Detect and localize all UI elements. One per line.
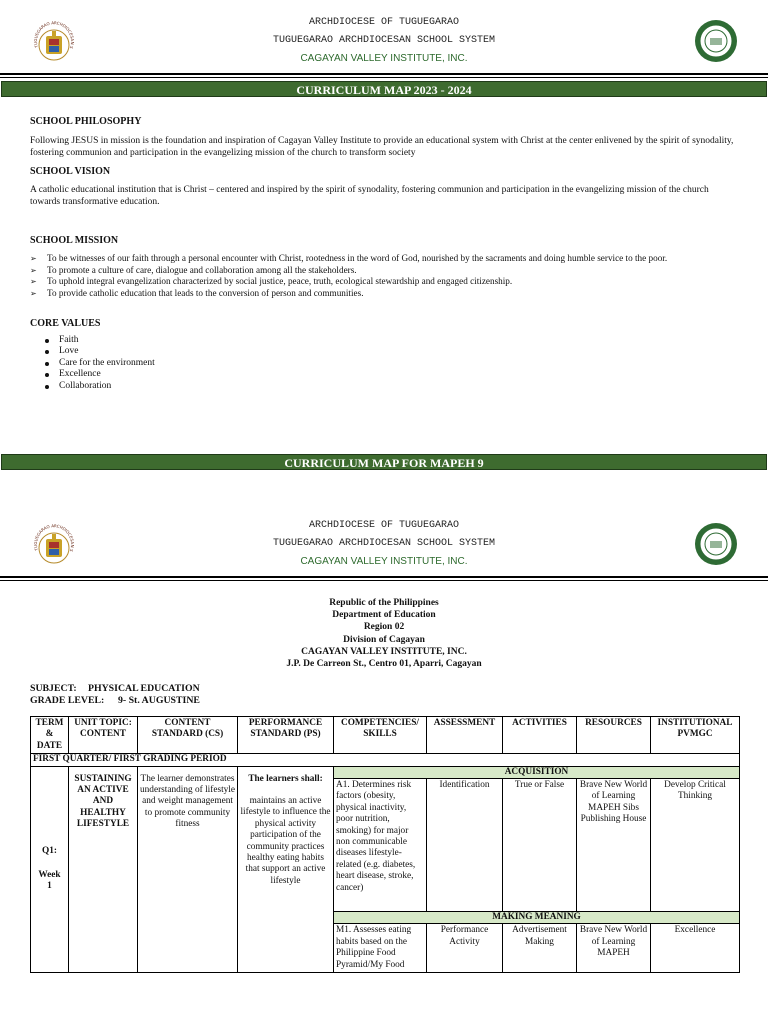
deped-line: Republic of the Philippines: [329, 598, 439, 608]
content-standard: The learner demonstrates understanding of lifestyle and weight management to promote community fitness: [140, 773, 236, 830]
svg-text:TUGUEGARAO ARCHDIOCESAN SCHOOL: TUGUEGARAO ARCHDIOCESAN S: [32, 21, 76, 50]
deped-line: J.P. De Carreon St., Centro 01, Aparri, Cagayan: [286, 659, 482, 670]
col-unit: UNIT TOPIC: CONTENT: [69, 717, 138, 754]
col-term: TERM & DATE: [31, 717, 69, 754]
col-content-standard: CONTENT STANDARD (CS): [138, 717, 238, 754]
philosophy-text: Following JESUS in mission is the foundation and inspiration of Cagayan Valley Institute to provide an educational system with Christ at the center enlivened by the spirit of synodality, fostering communion and participation in the evangelizing mission of the church to transform society: [30, 136, 734, 158]
svg-text:TUGUEGARAO ARCHDIOCESAN SCHOOL: TUGUEGARAO ARCHDIOCESAN S: [32, 524, 76, 553]
vision-heading: SCHOOL VISION: [30, 166, 111, 177]
mission-heading: SCHOOL MISSION: [30, 235, 119, 246]
acquisition-label: ACQUISITION: [334, 766, 740, 778]
performance-standard-cell: [238, 766, 334, 972]
col-resources: RESOURCES: [577, 717, 651, 754]
table-header-row: [31, 717, 740, 754]
term-cell: [31, 766, 69, 972]
subject-label: SUBJECT:: [30, 683, 77, 694]
cvi-seal-icon: [693, 522, 739, 566]
col-performance-standard: PERFORMANCE STANDARD (PS): [238, 717, 334, 754]
acquisition-phase-row: [31, 766, 740, 778]
mission-item: ➢ To uphold integral evangelization characterized by social justice, peace, truth, ecological stewardship and engaged citizenship.: [30, 276, 750, 288]
acquisition-competency: A1. Determines risk factors (obesity, physical inactivity, poor nutrition, smoking) for major non communicable diseases lifestyle-related (e.g. diabetes, heart disease, stroke, cancer): [334, 779, 427, 912]
acquisition-activity: True or False: [503, 779, 577, 912]
curriculum-table: [30, 716, 740, 973]
letterhead-institute: CAGAYAN VALLEY INSTITUTE, INC.: [300, 53, 468, 64]
header-rule: [0, 576, 768, 578]
core-value-item: Excellence: [44, 369, 155, 380]
letterhead-2: [0, 520, 768, 580]
deped-line: CAGAYAN VALLEY INSTITUTE, INC.: [301, 646, 467, 657]
grade-value: 9- St. AUGUSTINE: [118, 695, 200, 706]
philosophy-heading: SCHOOL PHILOSOPHY: [30, 116, 142, 127]
core-values-heading: CORE VALUES: [30, 318, 101, 329]
core-values-list: [44, 335, 155, 392]
col-competencies: COMPETENCIES/ SKILLS: [334, 717, 427, 754]
mission-item: ➢ To provide catholic education that leads to the conversion of person and communities.: [30, 288, 750, 300]
acquisition-pvmgc: Develop Critical Thinking: [651, 779, 740, 912]
term-week-label: Week: [38, 869, 61, 880]
making-meaning-assessment: Performance Activity: [427, 924, 503, 973]
header-rule: [0, 73, 768, 75]
letterhead: [0, 17, 768, 77]
acquisition-assessment: Identification: [427, 779, 503, 912]
letterhead-school-system: TUGUEGARAO ARCHDIOCESAN SCHOOL SYSTEM: [272, 538, 496, 549]
making-meaning-resources: Brave New World of Learning MAPEH: [577, 924, 651, 973]
deped-line: Department of Education: [332, 610, 436, 621]
col-activities: ACTIVITIES: [503, 717, 577, 754]
content-standard-cell: [138, 766, 238, 972]
cvi-seal-icon: [693, 19, 739, 63]
letterhead-school-system: TUGUEGARAO ARCHDIOCESAN SCHOOL SYSTEM: [272, 35, 496, 46]
making-meaning-label: MAKING MEANING: [334, 912, 740, 924]
letterhead-archdiocese: ARCHDIOCESE OF TUGUEGARAO: [308, 17, 460, 28]
deped-line: Region 02: [363, 622, 405, 633]
subject-line: [30, 683, 200, 695]
mapeh-banner: CURRICULUM MAP FOR MAPEH 9: [1, 454, 767, 470]
core-value-item: Collaboration: [44, 381, 155, 392]
deped-address-block: [0, 597, 768, 670]
letterhead-institute: CAGAYAN VALLEY INSTITUTE, INC.: [300, 556, 468, 567]
quarter-label: FIRST QUARTER/ FIRST GRADING PERIOD: [31, 754, 740, 766]
making-meaning-pvmgc: Excellence: [651, 924, 740, 973]
performance-standard: maintains an active lifestyle to influence the physical activity participation of the community practices healthy eating habits that support an active lifestyle: [240, 796, 331, 886]
curriculum-map-banner: CURRICULUM MAP 2023 - 2024: [1, 81, 767, 97]
mission-list: [30, 253, 750, 299]
core-value-item: Faith: [44, 335, 155, 346]
letterhead-archdiocese: ARCHDIOCESE OF TUGUEGARAO: [308, 520, 460, 531]
deped-line: Division of Cagayan: [343, 634, 425, 645]
grade-line: [30, 695, 200, 707]
header-rule-thin: [0, 77, 768, 78]
header-rule-thin: [0, 580, 768, 581]
ps-heading: The learners shall:: [248, 773, 323, 784]
vision-text: A catholic educational institution that is Christ – centered and inspired by the spirit of synodality, fostering communion and participation in the evangelizing mission of the church towards transformative education.: [30, 185, 709, 207]
making-meaning-competency: M1. Assesses eating habits based on the Philippine Food Pyramid/My Food: [334, 924, 427, 973]
quarter-row: [31, 754, 740, 766]
subject-value: PHYSICAL EDUCATION: [88, 683, 200, 694]
term-quarter: Q1:: [42, 846, 57, 857]
acquisition-resources: Brave New World of Learning MAPEH Sibs Publishing House: [577, 779, 651, 912]
term-week-number: 1: [47, 881, 52, 892]
col-pvmgc: INSTITUTIONAL PVMGC: [651, 717, 740, 754]
core-value-item: Love: [44, 346, 155, 357]
unit-topic: SUSTAINING AN ACTIVE AND HEALTHY LIFESTYLE: [74, 773, 132, 830]
grade-label: GRADE LEVEL:: [30, 695, 105, 706]
core-value-item: Care for the environment: [44, 358, 155, 369]
mission-item: ➢ To promote a culture of care, dialogue and collaboration among all the stakeholders.: [30, 265, 750, 277]
unit-topic-cell: [69, 766, 138, 972]
col-assessment: ASSESSMENT: [427, 717, 503, 754]
making-meaning-activity: Advertisement Making: [503, 924, 577, 973]
mission-item: ➢ To be witnesses of our faith through a personal encounter with Christ, rootedness in the word of God, nourished by the sacraments and doing humble service to the poor.: [30, 253, 750, 265]
